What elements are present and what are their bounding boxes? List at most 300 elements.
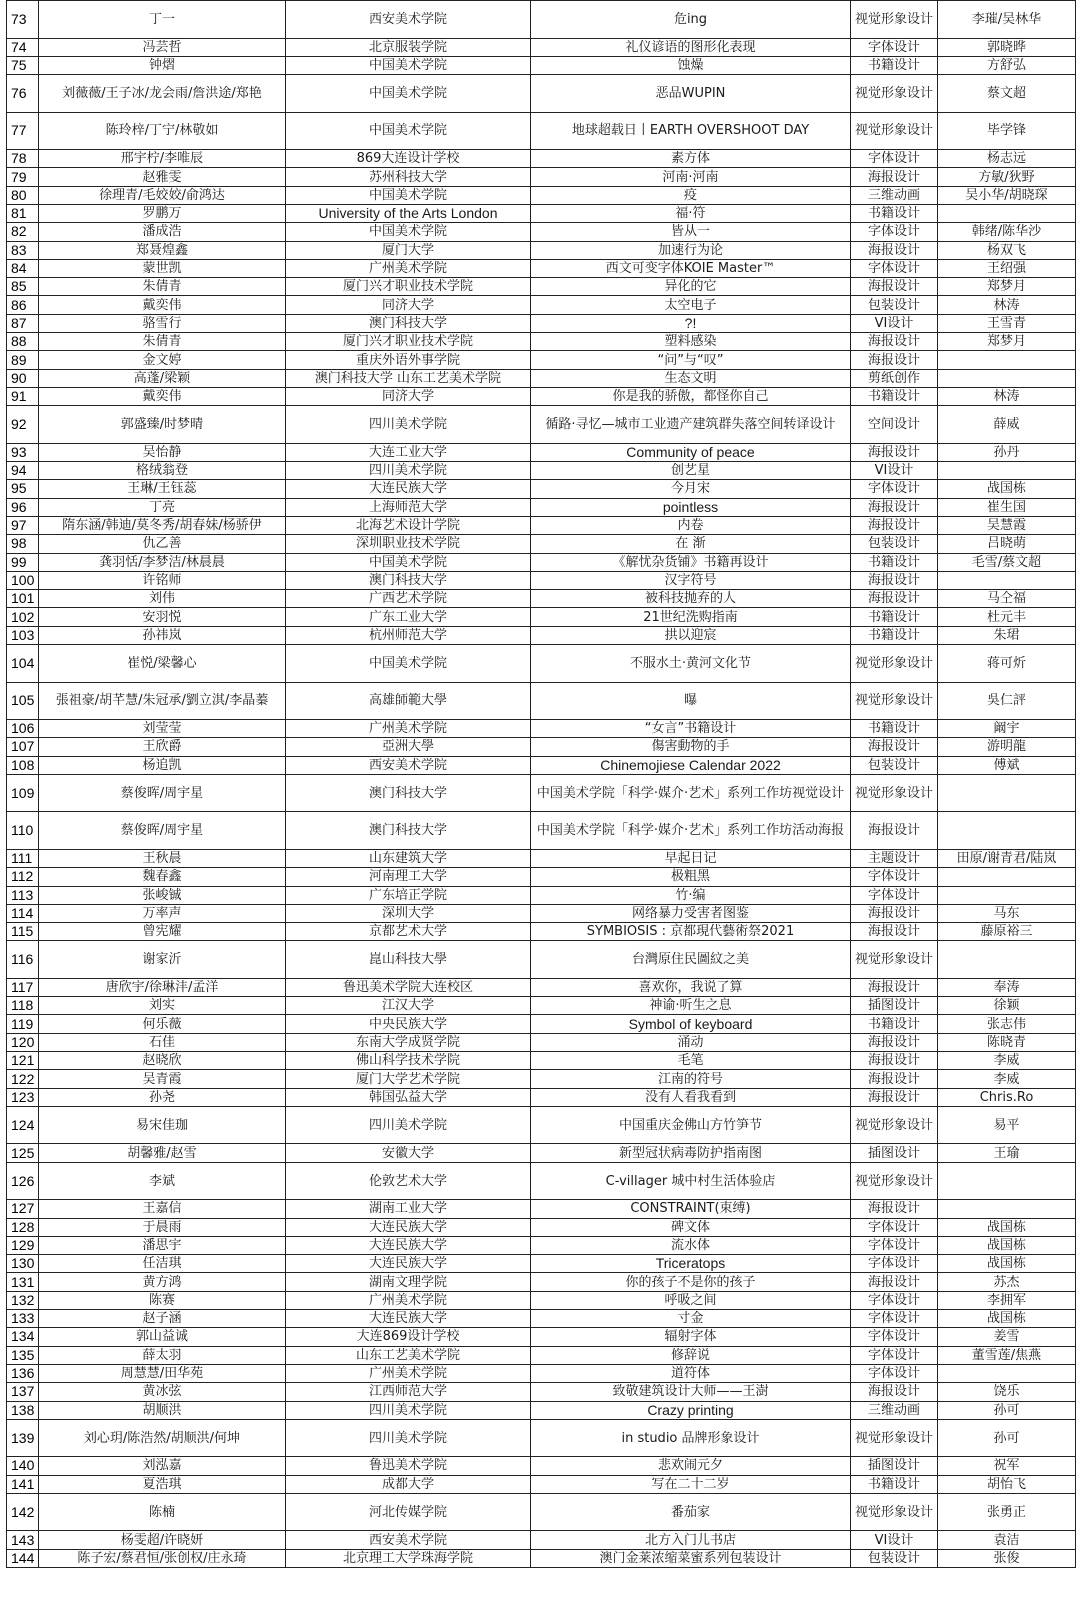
tutor-cell	[938, 774, 1076, 812]
work-title-cell: pointless	[531, 498, 851, 516]
category-cell: 字体设计	[851, 1328, 938, 1346]
author-cell: 陈赛	[39, 1291, 286, 1309]
work-title-cell: 呼吸之间	[531, 1291, 851, 1309]
tutor-cell: 李拥军	[938, 1291, 1076, 1309]
tutor-cell: 吴慧霞	[938, 516, 1076, 534]
tutor-cell: 王绍强	[938, 259, 1076, 277]
author-cell: 郭盛臻/时梦晴	[39, 406, 286, 444]
school-cell: 河北传媒学院	[286, 1493, 531, 1531]
category-cell: 书籍设计	[851, 720, 938, 738]
tutor-cell: 孙丹	[938, 443, 1076, 461]
category-cell: 视觉形象设计	[851, 1419, 938, 1457]
work-title-cell: 神谕·听生之息	[531, 997, 851, 1015]
tutor-cell: 林涛	[938, 296, 1076, 314]
work-title-cell: 21世纪洗购指南	[531, 608, 851, 626]
row-number: 89	[7, 351, 39, 369]
category-cell: 海报设计	[851, 812, 938, 850]
table-row	[7, 868, 1076, 886]
school-cell: 厦门大学	[286, 241, 531, 259]
author-cell: 潘思宇	[39, 1236, 286, 1254]
work-title-cell: 北方入门儿书店	[531, 1531, 851, 1549]
school-cell: 四川美术学院	[286, 1401, 531, 1419]
school-cell: 北京服装学院	[286, 38, 531, 56]
row-number: 122	[7, 1070, 39, 1088]
school-cell: 京都艺术大学	[286, 923, 531, 941]
category-cell: 字体设计	[851, 1346, 938, 1364]
table-row	[7, 1493, 1076, 1531]
table-row	[7, 1, 1076, 39]
school-cell: 中国美术学院	[286, 56, 531, 74]
table-row	[7, 1106, 1076, 1144]
author-cell: 郭山益诚	[39, 1328, 286, 1346]
category-cell: 空间设计	[851, 406, 938, 444]
table-row	[7, 1531, 1076, 1549]
author-cell: 赵晓欣	[39, 1052, 286, 1070]
table-row	[7, 112, 1076, 150]
row-number: 137	[7, 1383, 39, 1401]
row-number: 109	[7, 774, 39, 812]
work-title-cell: 生态文明	[531, 369, 851, 387]
category-cell: 海报设计	[851, 738, 938, 756]
author-cell: 龚羽恬/李梦洁/林晨晨	[39, 553, 286, 571]
school-cell: 深圳大学	[286, 904, 531, 922]
category-cell: 插图设计	[851, 997, 938, 1015]
school-cell: 869大连设计学校	[286, 150, 531, 168]
school-cell: 澳门科技大学	[286, 812, 531, 850]
school-cell: 河南理工大学	[286, 868, 531, 886]
work-title-cell: 创艺星	[531, 462, 851, 480]
author-cell: 刘薇薇/王子冰/龙会雨/詹洪途/郑艳	[39, 75, 286, 113]
work-title-cell: 傷害動物的手	[531, 738, 851, 756]
author-cell: 任洁琪	[39, 1255, 286, 1273]
tutor-cell: 毛雪/蔡文超	[938, 553, 1076, 571]
category-cell: 海报设计	[851, 1383, 938, 1401]
author-cell: 格绒翁登	[39, 462, 286, 480]
school-cell: 广州美术学院	[286, 1364, 531, 1382]
author-cell: 万率声	[39, 904, 286, 922]
author-cell: 蒙世凯	[39, 259, 286, 277]
author-cell: 吴青霞	[39, 1070, 286, 1088]
category-cell: 三维动画	[851, 186, 938, 204]
work-title-cell: 疫	[531, 186, 851, 204]
author-cell: 夏浩琪	[39, 1475, 286, 1493]
author-cell: 薛太羽	[39, 1346, 286, 1364]
row-number: 143	[7, 1531, 39, 1549]
table-row	[7, 812, 1076, 850]
table-row	[7, 1052, 1076, 1070]
row-number: 124	[7, 1106, 39, 1144]
work-title-cell: 碑文体	[531, 1218, 851, 1236]
school-cell: 大连民族大学	[286, 480, 531, 498]
author-cell: 何乐薇	[39, 1015, 286, 1033]
category-cell: 书籍设计	[851, 387, 938, 405]
tutor-cell: 李威	[938, 1070, 1076, 1088]
table-row	[7, 553, 1076, 571]
row-number: 98	[7, 535, 39, 553]
tutor-cell	[938, 812, 1076, 850]
row-number: 119	[7, 1015, 39, 1033]
school-cell: 同济大学	[286, 387, 531, 405]
work-title-cell: Triceratops	[531, 1255, 851, 1273]
row-number: 116	[7, 941, 39, 979]
author-cell: 朱倩青	[39, 333, 286, 351]
table-row	[7, 223, 1076, 241]
work-title-cell: 被科技抛弃的人	[531, 590, 851, 608]
table-row	[7, 1088, 1076, 1106]
school-cell: 上海师范大学	[286, 498, 531, 516]
school-cell: 澳门科技大学	[286, 571, 531, 589]
category-cell: 字体设计	[851, 886, 938, 904]
tutor-cell: 饶乐	[938, 1383, 1076, 1401]
category-cell: 海报设计	[851, 333, 938, 351]
school-cell: 广州美术学院	[286, 1291, 531, 1309]
work-title-cell: 寸金	[531, 1310, 851, 1328]
table-row	[7, 1200, 1076, 1218]
work-title-cell: 你的孩子不是你的孩子	[531, 1273, 851, 1291]
tutor-cell: 战国栋	[938, 1218, 1076, 1236]
work-title-cell: 喜欢你，我说了算	[531, 978, 851, 996]
table-row	[7, 904, 1076, 922]
category-cell: 字体设计	[851, 480, 938, 498]
work-title-cell: 西文可变字体KOIE Master™	[531, 259, 851, 277]
work-title-cell: 《解忧杂货铺》书籍再设计	[531, 553, 851, 571]
author-cell: 谢家沂	[39, 941, 286, 979]
tutor-cell	[938, 886, 1076, 904]
tutor-cell: 杜元丰	[938, 608, 1076, 626]
school-cell: University of the Arts London	[286, 204, 531, 222]
row-number: 142	[7, 1493, 39, 1531]
work-title-cell: 中国美术学院「科学·媒介·艺术」系列工作坊视觉设计	[531, 774, 851, 812]
table-row	[7, 462, 1076, 480]
work-title-cell: 礼仪谚语的图形化表现	[531, 38, 851, 56]
category-cell: 视觉形象设计	[851, 1162, 938, 1200]
author-cell: 冯芸哲	[39, 38, 286, 56]
work-title-cell: 太空电子	[531, 296, 851, 314]
school-cell: 山东建筑大学	[286, 849, 531, 867]
category-cell: 插图设计	[851, 1457, 938, 1475]
school-cell: 中国美术学院	[286, 75, 531, 113]
row-number: 99	[7, 553, 39, 571]
table-row	[7, 720, 1076, 738]
work-title-cell: 早起日记	[531, 849, 851, 867]
table-row	[7, 314, 1076, 332]
table-row	[7, 75, 1076, 113]
category-cell: 字体设计	[851, 1218, 938, 1236]
author-cell: 陈子宏/蔡君恒/张创权/庄永琦	[39, 1549, 286, 1567]
row-number: 112	[7, 868, 39, 886]
row-number: 81	[7, 204, 39, 222]
category-cell: 包装设计	[851, 535, 938, 553]
author-cell: 赵雅雯	[39, 168, 286, 186]
work-title-cell: 在 渐	[531, 535, 851, 553]
row-number: 128	[7, 1218, 39, 1236]
author-cell: 王秋晨	[39, 849, 286, 867]
category-cell: 三维动画	[851, 1401, 938, 1419]
school-cell: 中央民族大学	[286, 1015, 531, 1033]
author-cell: 刘伟	[39, 590, 286, 608]
row-number: 111	[7, 849, 39, 867]
row-number: 105	[7, 682, 39, 720]
table-row	[7, 406, 1076, 444]
school-cell: 大连民族大学	[286, 1255, 531, 1273]
category-cell: 包装设计	[851, 756, 938, 774]
school-cell: 江西师范大学	[286, 1383, 531, 1401]
category-cell: 书籍设计	[851, 204, 938, 222]
author-cell: 陈玲梓/丁宁/林敬如	[39, 112, 286, 150]
row-number: 108	[7, 756, 39, 774]
awards-table-body	[7, 1, 1076, 1568]
tutor-cell: 田原/谢青君/陆岚	[938, 849, 1076, 867]
tutor-cell: 徐颖	[938, 997, 1076, 1015]
school-cell: 广西艺术学院	[286, 590, 531, 608]
author-cell: 高蓬/梁颖	[39, 369, 286, 387]
category-cell: 字体设计	[851, 1291, 938, 1309]
table-row	[7, 186, 1076, 204]
category-cell: 字体设计	[851, 259, 938, 277]
tutor-cell: 胡怡飞	[938, 1475, 1076, 1493]
school-cell: 重庆外语外事学院	[286, 351, 531, 369]
tutor-cell	[938, 1364, 1076, 1382]
tutor-cell: 吴小华/胡晓琛	[938, 186, 1076, 204]
tutor-cell: Chris.Ro	[938, 1088, 1076, 1106]
school-cell: 广州美术学院	[286, 259, 531, 277]
row-number: 130	[7, 1255, 39, 1273]
work-title-cell: 河南·河南	[531, 168, 851, 186]
school-cell: 佛山科学技术学院	[286, 1052, 531, 1070]
tutor-cell: 苏杰	[938, 1273, 1076, 1291]
row-number: 83	[7, 241, 39, 259]
tutor-cell	[938, 941, 1076, 979]
work-title-cell: 危ing	[531, 1, 851, 39]
work-title-cell: 中国重庆金佛山方竹笋节	[531, 1106, 851, 1144]
work-title-cell: 竹·编	[531, 886, 851, 904]
tutor-cell: 张俊	[938, 1549, 1076, 1567]
category-cell: 视觉形象设计	[851, 1106, 938, 1144]
work-title-cell: CONSTRAINT(束缚)	[531, 1200, 851, 1218]
author-cell: 隋东涵/韩迪/莫冬秀/胡春妹/杨骄伊	[39, 516, 286, 534]
tutor-cell: 马东	[938, 904, 1076, 922]
tutor-cell: 战国栋	[938, 1255, 1076, 1273]
category-cell: 书籍设计	[851, 1475, 938, 1493]
school-cell: 伦敦艺术大学	[286, 1162, 531, 1200]
author-cell: 刘心玥/陈浩然/胡顺洪/何坤	[39, 1419, 286, 1457]
work-title-cell: 曝	[531, 682, 851, 720]
work-title-cell: 塑料感染	[531, 333, 851, 351]
school-cell: 安徽大学	[286, 1144, 531, 1162]
table-row	[7, 333, 1076, 351]
table-row	[7, 516, 1076, 534]
author-cell: 杨雯超/许晓妍	[39, 1531, 286, 1549]
row-number: 87	[7, 314, 39, 332]
work-title-cell: 新型冠状病毒防护指南图	[531, 1144, 851, 1162]
category-cell: 海报设计	[851, 1200, 938, 1218]
row-number: 92	[7, 406, 39, 444]
row-number: 107	[7, 738, 39, 756]
tutor-cell: 祝军	[938, 1457, 1076, 1475]
table-row	[7, 738, 1076, 756]
author-cell: 罗鹏万	[39, 204, 286, 222]
author-cell: 吴怡静	[39, 443, 286, 461]
row-number: 86	[7, 296, 39, 314]
school-cell: 大连民族大学	[286, 1236, 531, 1254]
table-row	[7, 645, 1076, 683]
work-title-cell: 素方体	[531, 150, 851, 168]
row-number: 100	[7, 571, 39, 589]
work-title-cell: 修辞说	[531, 1346, 851, 1364]
author-cell: 钟熠	[39, 56, 286, 74]
row-number: 140	[7, 1457, 39, 1475]
tutor-cell: 薛威	[938, 406, 1076, 444]
row-number: 94	[7, 462, 39, 480]
author-cell: 张峻铖	[39, 886, 286, 904]
school-cell: 鲁迅美术学院大连校区	[286, 978, 531, 996]
table-row	[7, 756, 1076, 774]
table-row	[7, 626, 1076, 644]
author-cell: 陈楠	[39, 1493, 286, 1531]
work-title-cell: “问”与“叹”	[531, 351, 851, 369]
row-number: 101	[7, 590, 39, 608]
row-number: 80	[7, 186, 39, 204]
tutor-cell: 袁洁	[938, 1531, 1076, 1549]
author-cell: 潘成浩	[39, 223, 286, 241]
category-cell: 字体设计	[851, 1255, 938, 1273]
table-row	[7, 278, 1076, 296]
author-cell: 赵子涵	[39, 1310, 286, 1328]
school-cell: 大连民族大学	[286, 1218, 531, 1236]
work-title-cell: 道符体	[531, 1364, 851, 1382]
author-cell: 蔡俊晖/周宇星	[39, 774, 286, 812]
table-row	[7, 443, 1076, 461]
school-cell: 北海艺术设计学院	[286, 516, 531, 534]
work-title-cell: “女言”书籍设计	[531, 720, 851, 738]
category-cell: 书籍设计	[851, 56, 938, 74]
category-cell: 海报设计	[851, 241, 938, 259]
table-row	[7, 1457, 1076, 1475]
school-cell: 四川美术学院	[286, 462, 531, 480]
school-cell: 广东工业大学	[286, 608, 531, 626]
table-row	[7, 1419, 1076, 1457]
category-cell: 海报设计	[851, 1033, 938, 1051]
school-cell: 韩国弘益大学	[286, 1088, 531, 1106]
tutor-cell	[938, 369, 1076, 387]
row-number: 125	[7, 1144, 39, 1162]
tutor-cell: 崔生国	[938, 498, 1076, 516]
author-cell: 杨追凯	[39, 756, 286, 774]
category-cell: 主题设计	[851, 849, 938, 867]
table-row	[7, 1218, 1076, 1236]
category-cell: VI设计	[851, 1531, 938, 1549]
work-title-cell: 今月宋	[531, 480, 851, 498]
table-row	[7, 849, 1076, 867]
school-cell: 澳门科技大学	[286, 314, 531, 332]
row-number: 132	[7, 1291, 39, 1309]
school-cell: 杭州师范大学	[286, 626, 531, 644]
category-cell: 海报设计	[851, 1070, 938, 1088]
author-cell: 邢宇柠/李唯辰	[39, 150, 286, 168]
tutor-cell: 毕学锋	[938, 112, 1076, 150]
table-row	[7, 480, 1076, 498]
row-number: 82	[7, 223, 39, 241]
work-title-cell: 皆从一	[531, 223, 851, 241]
category-cell: 海报设计	[851, 1052, 938, 1070]
author-cell: 徐理青/毛姣姣/俞鸿达	[39, 186, 286, 204]
school-cell: 西安美术学院	[286, 756, 531, 774]
author-cell: 丁亮	[39, 498, 286, 516]
school-cell: 苏州科技大学	[286, 168, 531, 186]
table-row	[7, 1401, 1076, 1419]
work-title-cell: 写在二十二岁	[531, 1475, 851, 1493]
table-row	[7, 150, 1076, 168]
row-number: 103	[7, 626, 39, 644]
row-number: 135	[7, 1346, 39, 1364]
tutor-cell: 郑梦月	[938, 278, 1076, 296]
work-title-cell: Chinemojiese Calendar 2022	[531, 756, 851, 774]
school-cell: 西安美术学院	[286, 1531, 531, 1549]
author-cell: 许铭师	[39, 571, 286, 589]
author-cell: 于晨雨	[39, 1218, 286, 1236]
table-row	[7, 997, 1076, 1015]
table-row	[7, 682, 1076, 720]
tutor-cell: 张志伟	[938, 1015, 1076, 1033]
tutor-cell	[938, 351, 1076, 369]
category-cell: 字体设计	[851, 1236, 938, 1254]
tutor-cell: 藤原裕三	[938, 923, 1076, 941]
category-cell: 书籍设计	[851, 553, 938, 571]
category-cell: 海报设计	[851, 278, 938, 296]
school-cell: 中国美术学院	[286, 186, 531, 204]
author-cell: 王嘉信	[39, 1200, 286, 1218]
tutor-cell: 杨志远	[938, 150, 1076, 168]
author-cell: 安羽悦	[39, 608, 286, 626]
author-cell: 王欣爵	[39, 738, 286, 756]
work-title-cell: Symbol of keyboard	[531, 1015, 851, 1033]
tutor-cell	[938, 1200, 1076, 1218]
category-cell: 视觉形象设计	[851, 774, 938, 812]
school-cell: 北京理工大学珠海学院	[286, 1549, 531, 1567]
work-title-cell: 台灣原住民圖紋之美	[531, 941, 851, 979]
category-cell: 海报设计	[851, 168, 938, 186]
tutor-cell: 朱珺	[938, 626, 1076, 644]
category-cell: 海报设计	[851, 904, 938, 922]
work-title-cell: 汉字符号	[531, 571, 851, 589]
school-cell: 厦门兴才职业技术学院	[286, 333, 531, 351]
tutor-cell: 吕晓萌	[938, 535, 1076, 553]
tutor-cell	[938, 868, 1076, 886]
row-number: 121	[7, 1052, 39, 1070]
school-cell: 高雄師範大學	[286, 682, 531, 720]
category-cell: VI设计	[851, 462, 938, 480]
school-cell: 大连民族大学	[286, 1310, 531, 1328]
table-row	[7, 1236, 1076, 1254]
work-title-cell: 流水体	[531, 1236, 851, 1254]
work-title-cell: 你是我的骄傲，都怪你自己	[531, 387, 851, 405]
category-cell: 海报设计	[851, 1088, 938, 1106]
school-cell: 东南大学成贤学院	[286, 1033, 531, 1051]
row-number: 95	[7, 480, 39, 498]
author-cell: 胡顺洪	[39, 1401, 286, 1419]
tutor-cell: 战国栋	[938, 1236, 1076, 1254]
row-number: 131	[7, 1273, 39, 1291]
table-row	[7, 1273, 1076, 1291]
school-cell: 鲁迅美术学院	[286, 1457, 531, 1475]
tutor-cell: 孙可	[938, 1401, 1076, 1419]
school-cell: 厦门大学艺术学院	[286, 1070, 531, 1088]
row-number: 78	[7, 150, 39, 168]
work-title-cell: 致敬建筑设计大师——王澍	[531, 1383, 851, 1401]
author-cell: 孙尧	[39, 1088, 286, 1106]
row-number: 117	[7, 978, 39, 996]
table-row	[7, 259, 1076, 277]
